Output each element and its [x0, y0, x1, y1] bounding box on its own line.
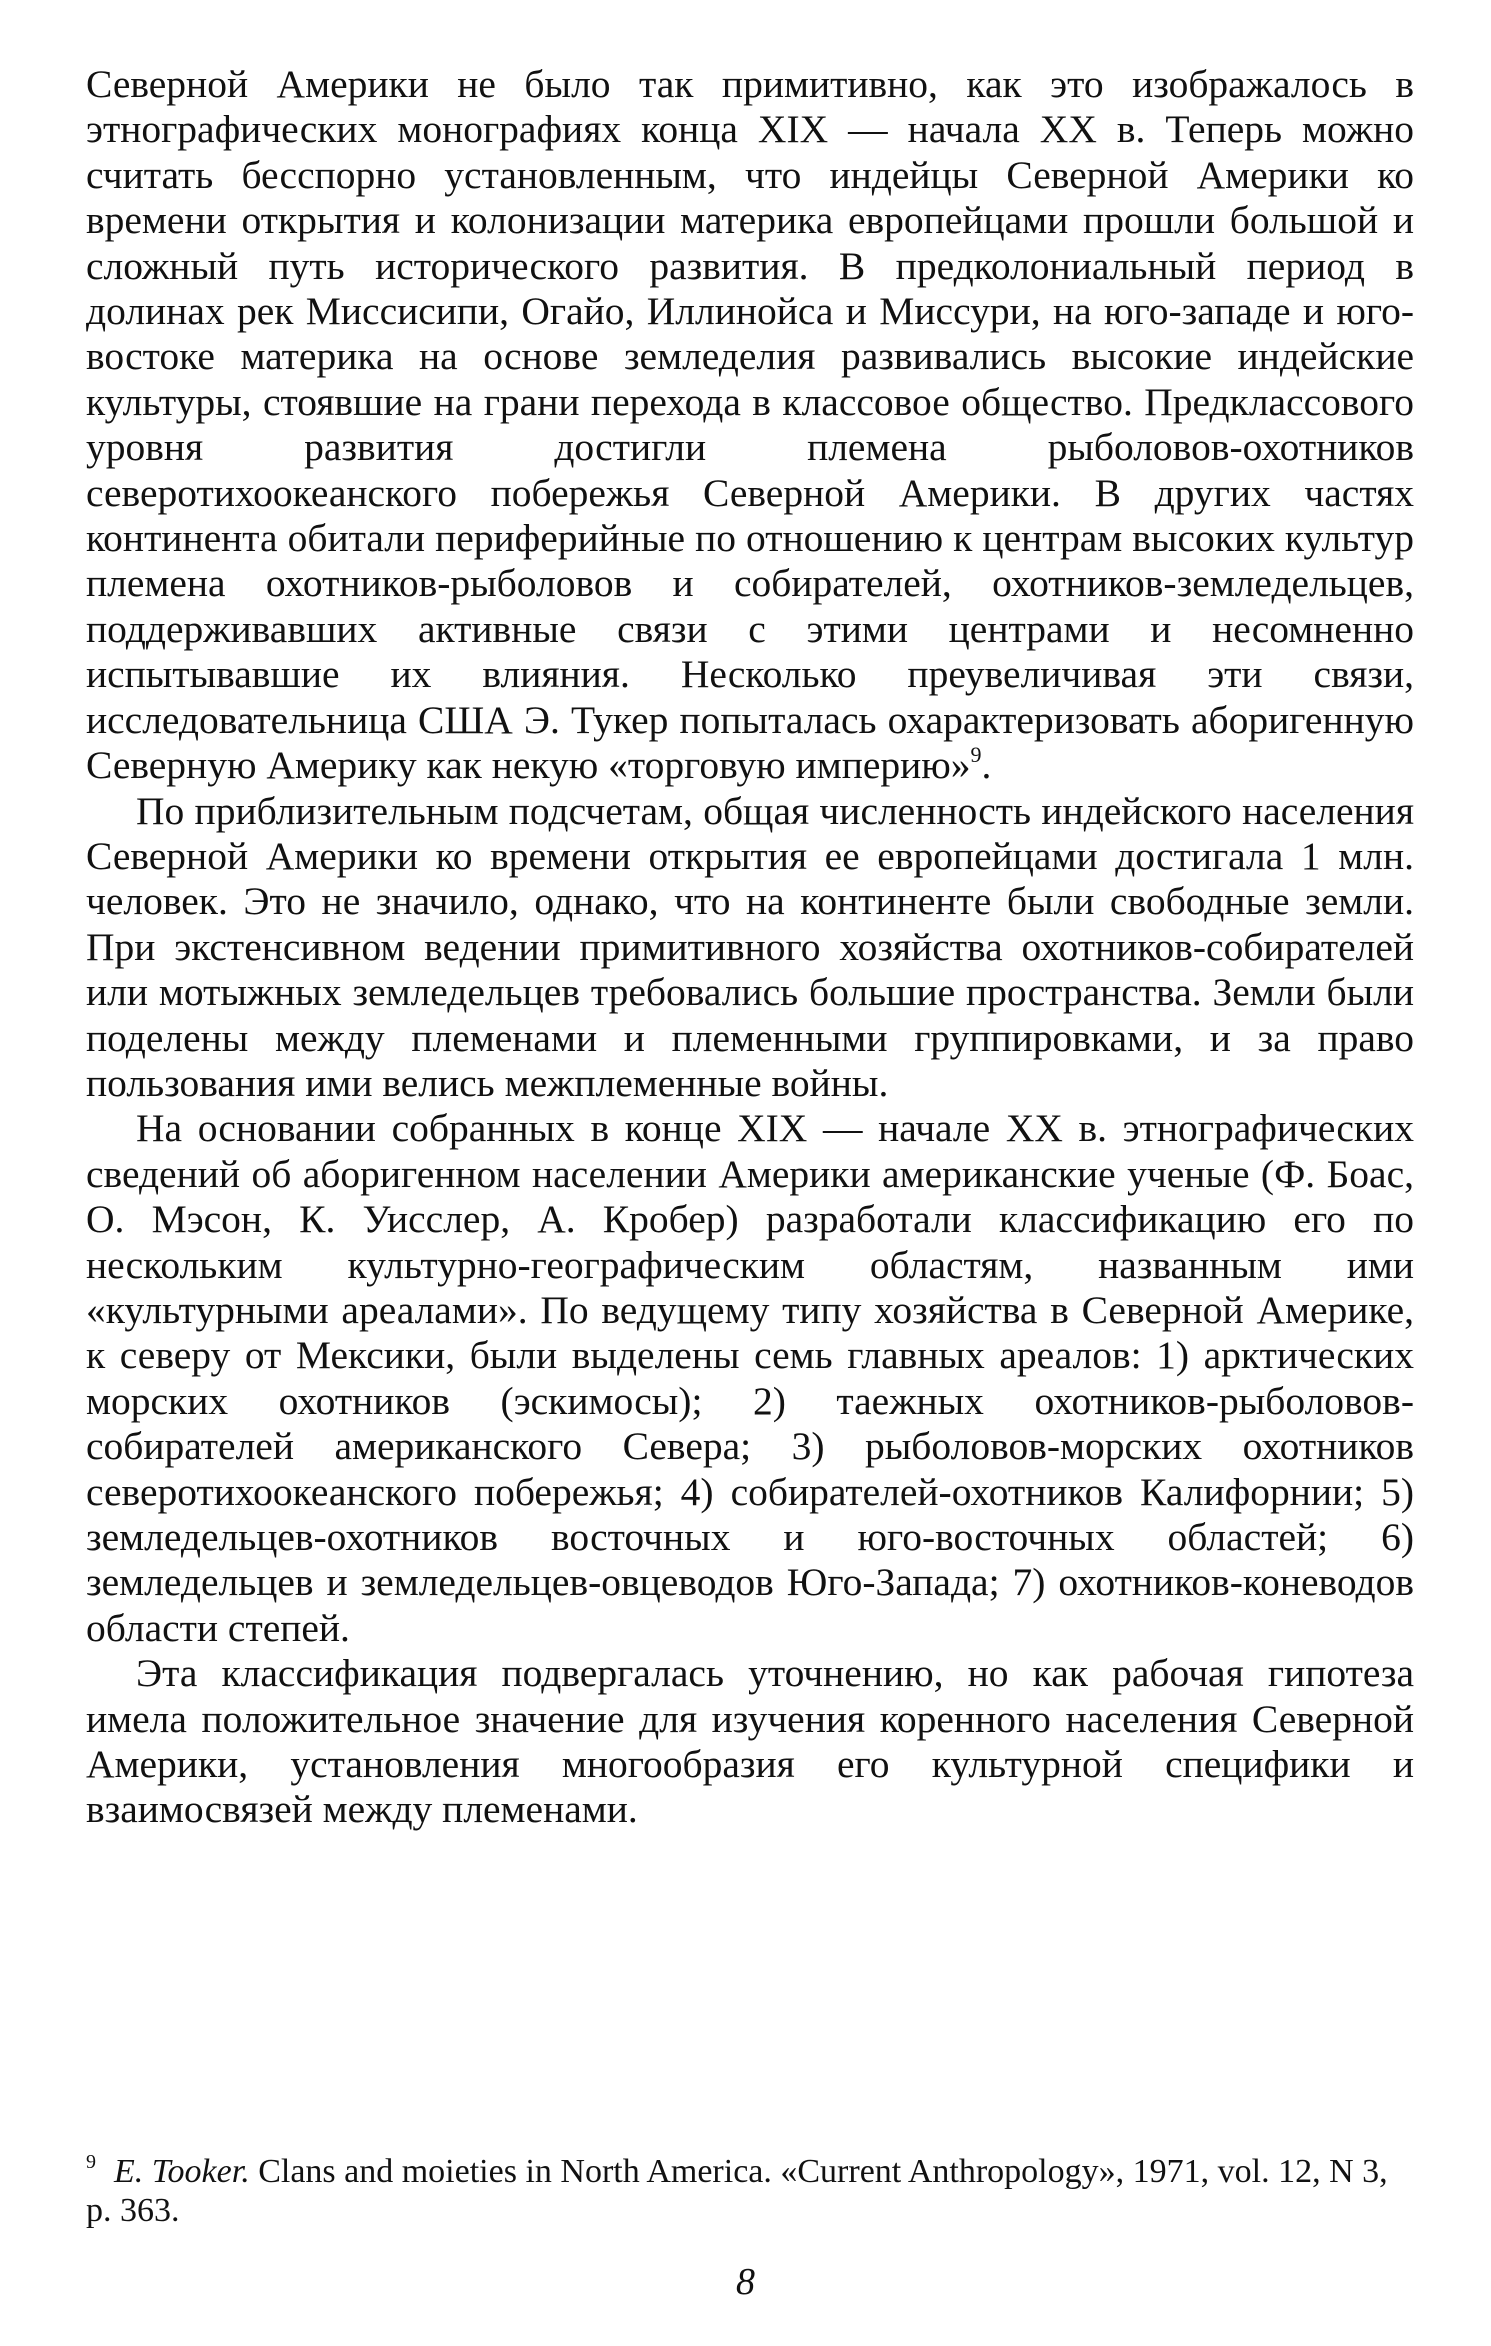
paragraph-4: Эта классификация подвергалась уточнению, но как рабочая гипотеза имела положительное значение для изучения коренного населения Северной Америки, установления многообразия его культурной специфики и взаимосвязей между племенами.	[86, 1651, 1414, 1832]
page-number: 8	[736, 2261, 755, 2303]
footnote-entry	[86, 2152, 1414, 2230]
paragraph-1-end: .	[981, 743, 992, 788]
page-body	[86, 62, 1414, 1833]
paragraph-1	[86, 62, 1414, 789]
footnote	[86, 2152, 1414, 2230]
main-text	[86, 62, 1414, 1833]
footnote-author: E. Tooker.	[114, 2153, 250, 2190]
footnote-text: Clans and moieties in North America. «Current Anthropology», 1971, vol. 12, N 3, p. 363.	[86, 2153, 1388, 2229]
paragraph-1-text: Северной Америки не было так примитивно, как это изображалось в этнографических монографиях конца XIX — начала XX в. Теперь можно считать бесспорно установленным, что индейцы Северной Америки ко времени открытия и колонизации материка европейцами прошли большой и сложный путь исторического развития. В предколониальный период в долинах рек Миссисипи, Огайо, Иллинойса и Миссури, на юго-западе и юго-востоке материка на основе земледелия развивались высокие индейские культуры, стоявшие на грани перехода в классовое общество. Предклассового уровня развития достигли племена рыболовов-охотников северотихоокеанского побережья Северной Америки. В других частях континента обитали периферийные по отношению к центрам высоких культур племена охотников-рыболовов и собирателей, охотников-земледельцев, поддерживавших активные связи с этими центрами и несомненно испытывавшие их влияния. Несколько преувеличивая эти связи, исследовательница США Э. Тукер попыталась охарактеризовать аборигенную Северную Америку как некую «торговую империю»	[86, 62, 1414, 788]
footnote-reference[interactable]: 9	[970, 742, 982, 768]
paragraph-2: По приблизительным подсчетам, общая численность индейского населения Северной Америки ко времени открытия ее европейцами достигала 1 млн. человек. Это не значило, однако, что на континенте были свободные земли. При экстенсивном ведении примитивного хозяйства охотников-собирателей или мотыжных земледельцев требовались большие пространства. Земли были поделены между племенами и племенными группировками, и за право пользования ими велись межплеменные войны.	[86, 788, 1414, 1105]
footnote-mark: 9	[86, 2151, 96, 2173]
paragraph-3: На основании собранных в конце XIX — начале XX в. этнографических сведений об аборигенном населении Америки американские ученые (Ф. Боас, О. Мэсон, К. Уисслер, А. Кробер) разработали классификацию его по нескольким культурно-географическим областям, названным ими «культурными ареалами». По ведущему типу хозяйства в Северной Америке, к северу от Мексики, были выделены семь главных ареалов: 1) арктических морских охотников (эскимосы); 2) таежных охотников-рыболовов-собирателей американского Севера; 3) рыболовов-морских охотников северотихоокеанского побережья; 4) собирателей-охотников Калифорнии; 5) земледельцев-охотников восточных и юго-восточных областей; 6) земледельцев и земледельцев-овцеводов Юго-Запада; 7) охотников-коневодов области степей.	[86, 1106, 1414, 1650]
